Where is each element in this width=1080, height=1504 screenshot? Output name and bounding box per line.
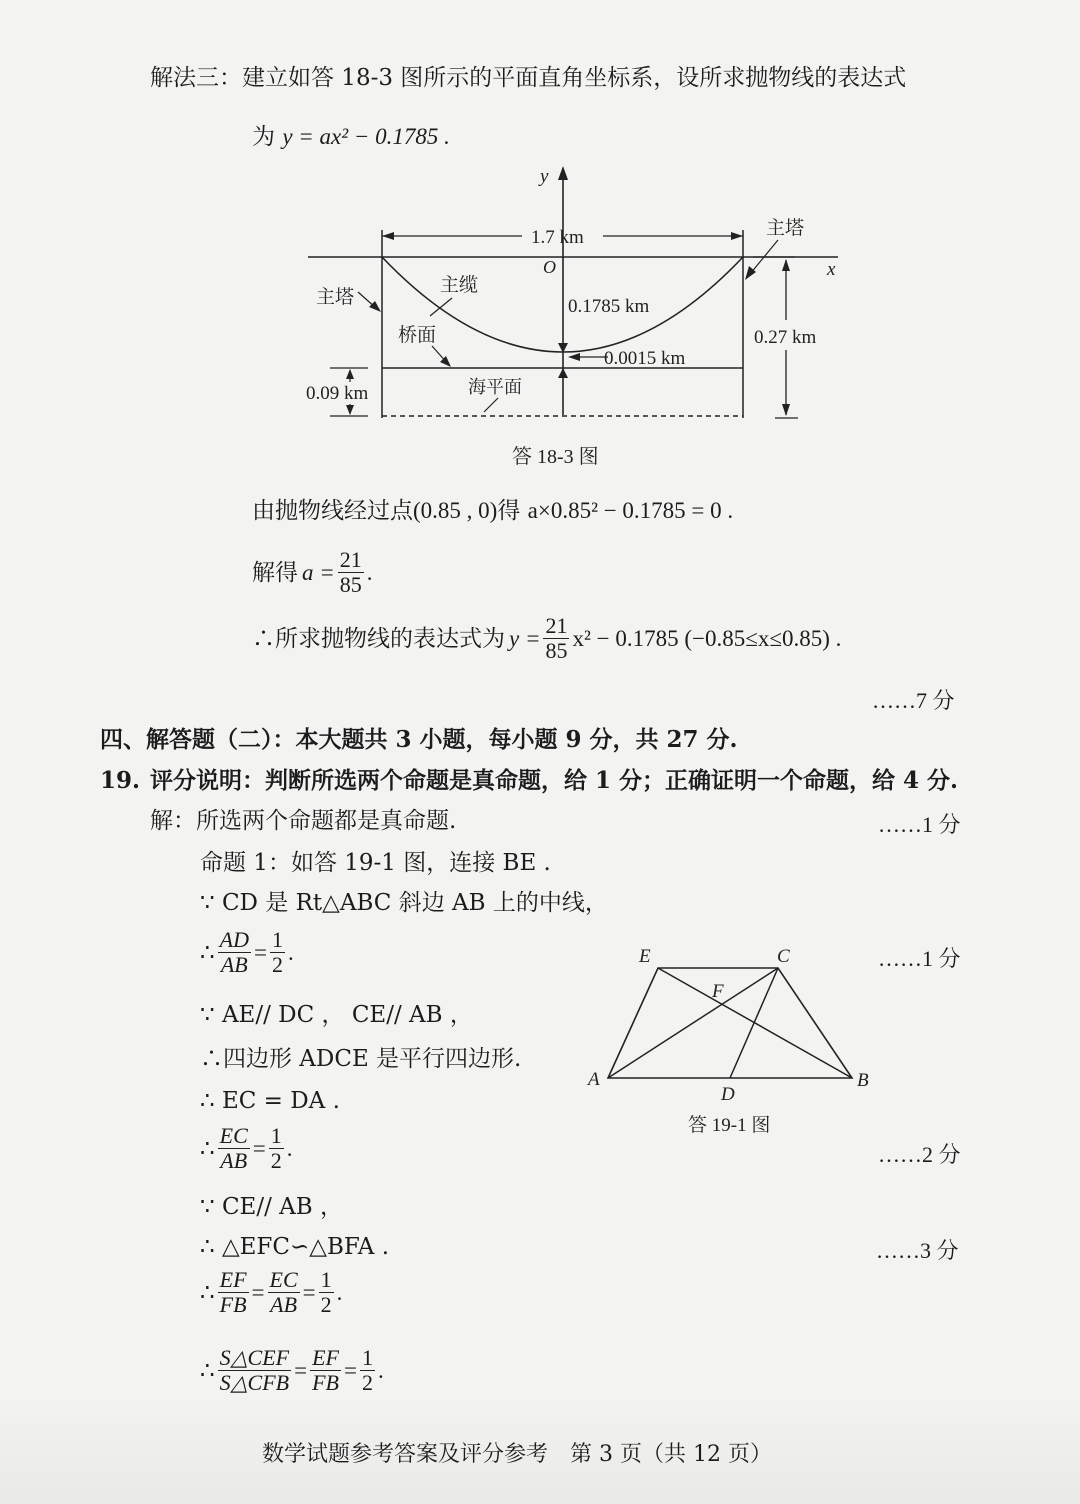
frac-half-1 xyxy=(270,928,285,977)
q19-l3: ∵ AE// DC ， CE// AB ， xyxy=(200,1002,473,1028)
figure-19-1 xyxy=(580,940,880,1140)
label-d: D xyxy=(721,1084,735,1105)
q19-score3: ……2 分 xyxy=(878,1142,961,1167)
f5-den: S△CFB xyxy=(219,1370,290,1395)
frac-ad-ab xyxy=(218,928,251,977)
frac-ec-ab xyxy=(218,1124,250,1173)
f6-den: FB xyxy=(312,1370,339,1395)
page-footer: 数学试题参考答案及评分参考 第 3 页（共 12 页） xyxy=(262,1442,772,1467)
half-num-3: 1 xyxy=(320,1267,332,1292)
score-7: ……7 分 xyxy=(872,688,955,713)
deck-arrow-top xyxy=(346,369,354,379)
gap-leader-arrow xyxy=(568,353,580,361)
main-tower-right-label: 主塔 xyxy=(766,218,805,239)
x-axis-label: x xyxy=(827,259,836,280)
step3-den: 85 xyxy=(545,638,568,663)
half-num-1: 1 xyxy=(271,927,283,952)
deck-height-label: 0.09 km xyxy=(306,383,369,404)
q19-l2: ∴ $\frac{AD}{AB}$ = $\frac{1}{2}$ . xyxy=(200,927,294,977)
q19-l4: ∴四边形 ADCE 是平行四边形. xyxy=(200,1046,522,1072)
figure19-caption: 答 19-1 图 xyxy=(688,1115,771,1136)
q19-l1: ∵ CD 是 Rt△ABC 斜边 AB 上的中线， xyxy=(200,890,608,916)
label-c: C xyxy=(777,946,790,967)
f1-num: AD xyxy=(219,927,249,952)
method3-line1: 解法三：建立如答 18-3 图所示的平面直角坐标系，设所求抛物线的表达式 xyxy=(150,65,907,91)
half-den-1: 2 xyxy=(271,952,283,977)
half-num-4: 1 xyxy=(361,1345,373,1370)
half-den-2: 2 xyxy=(270,1148,282,1173)
step2: 解得 a = $\frac{21}{85}$ . xyxy=(252,547,373,597)
bridge-deck-label: 桥面 xyxy=(398,325,437,346)
step2-lhs: a = xyxy=(302,559,335,585)
frac-half-2 xyxy=(269,1124,284,1173)
therefore-2: ∴ xyxy=(200,1135,215,1162)
f2-den: AB xyxy=(220,1148,248,1173)
q19-l5b: ∴ $\frac{EC}{AB}$ = $\frac{1}{2}$ . xyxy=(200,1123,293,1173)
gap-arrow-up xyxy=(558,368,568,378)
tower-height-label: 0.27 km xyxy=(754,327,817,348)
q19-l9: ∴ $\frac{\text{S△CEF}}{\text{S△CFB}}$ = $\frac{EF}{FB}$ = $\frac{1}{2}$ . xyxy=(200,1345,384,1395)
f4-den: AB xyxy=(270,1292,298,1317)
section4-heading: 四、解答题（二）：本大题共 3 小题，每小题 9 分，共 27 分. xyxy=(100,726,738,753)
therefore-4: ∴ xyxy=(200,1357,215,1384)
step2-prefix: 解得 xyxy=(252,559,298,586)
frac-ef-fb-2 xyxy=(310,1346,341,1395)
figure-18-3 xyxy=(290,160,850,470)
label-e: E xyxy=(639,946,651,967)
step3 xyxy=(252,614,841,663)
q19-prop1: 命题 1：如答 19-1 图，连接 BE . xyxy=(200,850,551,876)
frac-half-4 xyxy=(360,1346,375,1395)
method3-line2 xyxy=(252,122,450,152)
q19-note: 评分说明：判断所选两个命题是真命题，给 1 分；正确证明一个命题，给 4 分. xyxy=(150,767,959,794)
step3-rest: x² − 0.1785 (−0.85≤x≤0.85) . xyxy=(572,625,842,651)
sea-level-leader xyxy=(484,398,498,412)
segment-be xyxy=(658,968,852,1078)
q19-l7: ∴ △EFC∽△BFA . xyxy=(200,1234,390,1260)
step1-prefix: 由抛物线经过点 xyxy=(252,498,413,524)
span-label: 1.7 km xyxy=(531,227,584,248)
q19-l8: ∴ $\frac{EF}{FB}$ = $\frac{EC}{AB}$ = $\frac{1}{2}$ . xyxy=(200,1267,343,1317)
f4-num: EC xyxy=(269,1267,298,1292)
step3-fraction xyxy=(543,614,569,663)
gap-label: 0.0015 km xyxy=(604,348,686,369)
step1-mid: 得 xyxy=(497,498,521,524)
q19-l5: ∴ EC = DA . xyxy=(200,1088,340,1114)
f2-num: EC xyxy=(219,1123,248,1148)
half-den-3: 2 xyxy=(320,1292,332,1317)
half-num-2: 1 xyxy=(270,1123,282,1148)
a-fraction xyxy=(338,548,364,597)
depth-label: 0.1785 km xyxy=(568,296,650,317)
origin-label: O xyxy=(543,257,556,277)
q19-score4: ……3 分 xyxy=(876,1238,959,1263)
frac-ef-fb xyxy=(218,1268,249,1317)
step1-expr: a×0.85² − 0.1785 = 0 . xyxy=(527,498,734,523)
q19-l6: ∵ CE// AB ， xyxy=(200,1194,343,1220)
y-axis-arrow xyxy=(558,166,568,180)
step3-prefix: ∴所求抛物线的表达式为 xyxy=(252,625,505,652)
y-axis-label: y xyxy=(540,166,549,187)
step3-num: 21 xyxy=(545,613,568,638)
f3-num: EF xyxy=(219,1267,247,1292)
method3-line2-expr: y = ax² − 0.1785 . xyxy=(282,124,450,149)
trapezoid-abce xyxy=(608,968,852,1078)
therefore-3: ∴ xyxy=(200,1279,215,1306)
main-cable-label: 主缆 xyxy=(440,275,479,296)
f1-den: AB xyxy=(220,952,248,977)
q19-answer: 解：所选两个命题都是真命题. xyxy=(150,808,457,834)
label-f: F xyxy=(712,981,724,1002)
therefore-1: ∴ xyxy=(200,939,215,966)
a-num: 21 xyxy=(339,547,362,572)
label-a: A xyxy=(588,1069,600,1090)
tower-arrow-top xyxy=(782,259,790,271)
f3-den: FB xyxy=(219,1292,247,1317)
frac-half-3 xyxy=(319,1268,334,1317)
q19-score1: ……1 分 xyxy=(878,812,961,837)
segment-cd xyxy=(730,968,778,1078)
half-den-4: 2 xyxy=(361,1370,373,1395)
q19-number: 19. xyxy=(100,767,141,794)
step1 xyxy=(252,496,733,526)
span-arrow-right xyxy=(731,232,743,240)
tower-arrow-bottom xyxy=(782,404,790,416)
method3-line2-prefix: 为 xyxy=(252,124,275,150)
f5-num: S△CEF xyxy=(219,1345,290,1370)
label-b: B xyxy=(857,1070,869,1091)
sea-level-label: 海平面 xyxy=(468,377,522,397)
step1-point: (0.85 , 0) xyxy=(413,498,498,523)
figure18-caption: 答 18-3 图 xyxy=(512,446,599,468)
q19-score2: ……1 分 xyxy=(878,946,961,971)
main-tower-left-label: 主塔 xyxy=(316,287,355,308)
a-den: 85 xyxy=(339,572,362,597)
step3-lhs: y = xyxy=(509,625,541,651)
deck-arrow-bottom xyxy=(346,405,354,415)
frac-ec-ab-2 xyxy=(268,1268,300,1317)
frac-area xyxy=(218,1346,291,1395)
span-arrow-left xyxy=(382,232,394,240)
f6-num: EF xyxy=(312,1345,339,1370)
